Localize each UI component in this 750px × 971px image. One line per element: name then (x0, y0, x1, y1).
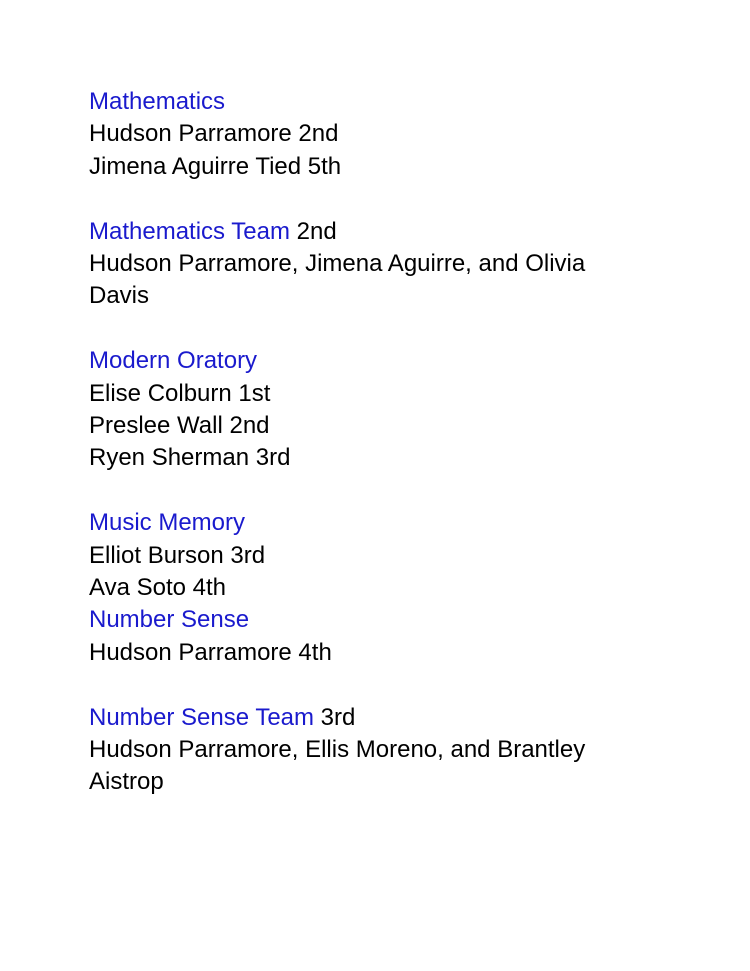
spacer (89, 313, 649, 345)
spacer (89, 475, 649, 507)
result-line: Jimena Aguirre Tied 5th (89, 152, 342, 180)
section-number-sense-team (89, 702, 649, 799)
result-line: Aistrop (89, 768, 164, 796)
result-line: Preslee Wall 2nd (89, 412, 270, 440)
result-line: Ryen Sherman 3rd (89, 444, 291, 472)
section-mathematics (89, 86, 649, 183)
section-title (89, 345, 649, 377)
event-name: Music Memory (89, 509, 246, 537)
spacer (89, 669, 649, 701)
section-title (89, 507, 649, 539)
team-placement: 3rd (314, 703, 356, 731)
section-title (89, 702, 649, 734)
team-placement: 2nd (289, 217, 337, 245)
result-line: Hudson Parramore 2nd (89, 120, 339, 148)
result-line: Elliot Burson 3rd (89, 541, 266, 569)
result-line: Ava Soto 4th (89, 574, 226, 602)
result-line: Hudson Parramore 4th (89, 638, 332, 666)
result-line: Elise Colburn 1st (89, 379, 271, 407)
result-line: Hudson Parramore, Jimena Aguirre, and Olivia (89, 250, 586, 278)
document-page (89, 86, 649, 799)
section-title (89, 86, 649, 118)
result-line: Davis (89, 282, 150, 310)
section-music-memory (89, 507, 649, 604)
section-modern-oratory (89, 345, 649, 475)
event-name: Number Sense Team (89, 703, 314, 731)
spacer (89, 183, 649, 215)
event-name: Modern Oratory (89, 347, 258, 375)
event-name: Mathematics Team (89, 217, 290, 245)
event-name: Number Sense (89, 606, 250, 634)
section-mathematics-team (89, 216, 649, 313)
section-number-sense (89, 604, 649, 669)
section-title (89, 604, 649, 636)
section-title (89, 216, 649, 248)
result-line: Hudson Parramore, Ellis Moreno, and Brantley (89, 736, 586, 764)
event-name: Mathematics (89, 88, 226, 115)
